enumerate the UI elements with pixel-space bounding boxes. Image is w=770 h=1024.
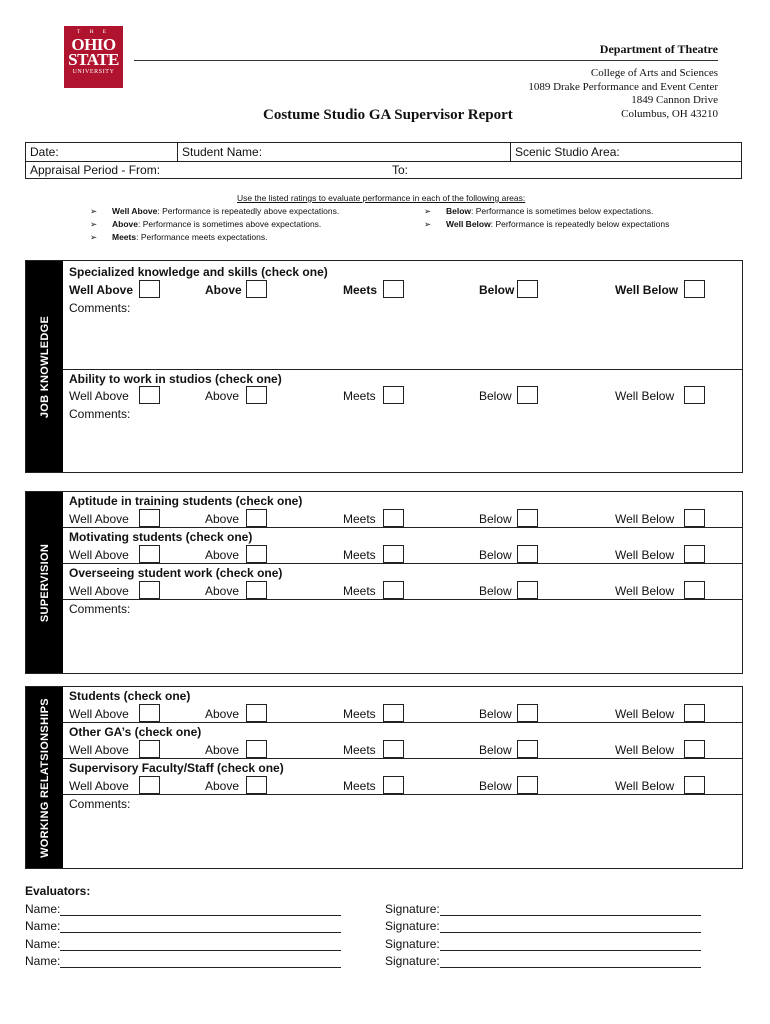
rating-checkbox[interactable]	[383, 509, 404, 527]
rating-checkbox[interactable]	[517, 704, 538, 722]
legend-item: ➢ Well Above: Performance is repeatedly above expectations.	[90, 206, 340, 216]
rating-row	[63, 387, 742, 405]
rating-label: Above	[205, 584, 240, 598]
logo-ohio: OHIO	[71, 34, 116, 54]
report-title: Costume Studio GA Supervisor Report	[263, 107, 513, 123]
evaluator-signature-line[interactable]: Signature:	[385, 937, 701, 951]
rating-label: Meets	[343, 548, 376, 562]
rating-label: Well Above	[69, 743, 129, 757]
evaluators-heading: Evaluators:	[25, 884, 91, 898]
rating-checkbox[interactable]	[517, 776, 538, 794]
question-title: Other GA’s (check one)	[69, 725, 202, 739]
evaluator-signature-line[interactable]: Signature:	[385, 902, 701, 916]
address-line: 1089 Drake Performance and Event Center	[528, 80, 718, 93]
arrow-bullet-icon: ➢	[424, 206, 432, 216]
rating-label: Below	[479, 779, 512, 793]
question-title: Students (check one)	[69, 689, 191, 703]
section-label-bar: WORKING RELATSIONSHIPS	[26, 687, 63, 868]
rating-label: Above	[205, 743, 240, 757]
ohio-state-logo	[64, 26, 123, 88]
rating-row	[63, 510, 742, 528]
department-name: Department of Theatre	[599, 42, 718, 56]
rating-checkbox[interactable]	[517, 509, 538, 527]
rating-row	[63, 546, 742, 564]
evaluator-name-line[interactable]: Name:	[25, 919, 341, 933]
rating-label: Well Above	[69, 512, 129, 526]
rating-checkbox[interactable]	[139, 581, 160, 599]
legend-item: ➢ Meets: Performance meets expectations.	[90, 232, 268, 242]
rating-checkbox[interactable]	[517, 280, 538, 298]
scenic-area-field[interactable]: Scenic Studio Area:	[515, 145, 620, 159]
address-block	[528, 67, 718, 121]
rating-checkbox[interactable]	[246, 776, 267, 794]
rating-label: Below	[479, 548, 512, 562]
logo-state: STATE	[68, 49, 119, 69]
header-divider	[134, 60, 718, 61]
legend-item: ➢ Well Below: Performance is repeatedly below expectations	[424, 219, 670, 229]
rating-checkbox[interactable]	[139, 545, 160, 563]
comments-label: Comments:	[69, 602, 131, 616]
rating-checkbox[interactable]	[517, 740, 538, 758]
rating-row	[63, 777, 742, 795]
arrow-bullet-icon: ➢	[90, 206, 98, 216]
rating-instructions: Use the listed ratings to evaluate performance in each of the following areas:	[237, 193, 526, 203]
question-title: Specialized knowledge and skills (check one)	[69, 265, 328, 279]
logo-university: UNIVERSITY	[72, 68, 115, 75]
rating-label: Below	[479, 512, 512, 526]
rating-checkbox[interactable]	[139, 509, 160, 527]
date-field[interactable]: Date:	[30, 145, 59, 159]
appraisal-to-field[interactable]: To:	[392, 163, 409, 177]
rating-checkbox[interactable]	[139, 740, 160, 758]
rating-label: Well Below	[615, 389, 675, 403]
rating-label: Below	[479, 584, 512, 598]
rating-label: Well Above	[69, 779, 129, 793]
rating-checkbox[interactable]	[246, 545, 267, 563]
rating-label: Well Below	[615, 743, 675, 757]
rating-checkbox[interactable]	[383, 776, 404, 794]
rating-checkbox[interactable]	[517, 386, 538, 404]
section-supervision	[25, 491, 743, 674]
evaluator-name-line[interactable]: Name:	[25, 954, 341, 968]
rating-row	[63, 281, 742, 299]
rating-label: Above	[205, 512, 240, 526]
question-title: Aptitude in training students (check one)	[69, 494, 303, 508]
rating-checkbox[interactable]	[383, 740, 404, 758]
rating-label: Well Below	[615, 584, 675, 598]
rating-checkbox[interactable]	[246, 740, 267, 758]
rating-checkbox[interactable]	[139, 704, 160, 722]
rating-label: Above	[205, 548, 240, 562]
rating-checkbox[interactable]	[383, 581, 404, 599]
question-title: Overseeing student work (check one)	[69, 566, 283, 580]
rating-checkbox[interactable]	[684, 740, 705, 758]
rating-checkbox[interactable]	[139, 280, 160, 298]
rating-label: Well Above	[69, 584, 129, 598]
legend-item: ➢ Below: Performance is sometimes below expectations.	[424, 206, 654, 216]
rating-checkbox[interactable]	[517, 581, 538, 599]
arrow-bullet-icon: ➢	[90, 219, 98, 229]
logo-the: T H E	[76, 29, 111, 35]
rating-checkbox[interactable]	[684, 386, 705, 404]
rating-label: Meets	[343, 389, 376, 403]
rating-label: Meets	[343, 584, 376, 598]
student-name-field[interactable]: Student Name:	[182, 145, 263, 159]
legend-item: ➢ Above: Performance is sometimes above expectations.	[90, 219, 322, 229]
rating-row	[63, 741, 742, 759]
appraisal-from-field[interactable]: Appraisal Period - From:	[30, 163, 161, 177]
rating-checkbox[interactable]	[684, 704, 705, 722]
rating-checkbox[interactable]	[246, 386, 267, 404]
evaluator-name-line[interactable]: Name:	[25, 902, 341, 916]
legend-left	[90, 205, 339, 244]
section-job-knowledge	[25, 260, 743, 473]
rating-row	[63, 705, 742, 723]
evaluator-signature-line[interactable]: Signature:	[385, 954, 701, 968]
rating-checkbox[interactable]	[246, 581, 267, 599]
comments-label: Comments:	[69, 301, 131, 315]
rating-checkbox[interactable]	[383, 545, 404, 563]
rating-checkbox[interactable]	[517, 545, 538, 563]
rating-label: Above	[205, 283, 242, 297]
comments-label: Comments:	[69, 797, 131, 811]
rating-checkbox[interactable]	[383, 280, 404, 298]
comments-label: Comments:	[69, 407, 131, 421]
rating-checkbox[interactable]	[139, 776, 160, 794]
rating-label: Well Below	[615, 779, 675, 793]
rating-checkbox[interactable]	[246, 280, 267, 298]
legend-right	[424, 205, 669, 231]
rating-label: Well Above	[69, 389, 129, 403]
rating-checkbox[interactable]	[684, 581, 705, 599]
rating-label: Well Below	[615, 707, 675, 721]
rating-label: Meets	[343, 512, 376, 526]
arrow-bullet-icon: ➢	[90, 232, 98, 242]
rating-label: Well Below	[615, 548, 675, 562]
section-label-bar: SUPERVISION	[26, 492, 63, 673]
arrow-bullet-icon: ➢	[424, 219, 432, 229]
evaluator-name-line[interactable]: Name:	[25, 937, 341, 951]
rating-label: Below	[479, 283, 515, 297]
rating-label: Above	[205, 389, 240, 403]
rating-label: Meets	[343, 743, 376, 757]
question-title: Supervisory Faculty/Staff (check one)	[69, 761, 284, 775]
rating-label: Meets	[343, 707, 376, 721]
section-working-relationships	[25, 686, 743, 869]
rating-label: Meets	[343, 779, 376, 793]
section-label-bar: JOB KNOWLEDGE	[26, 261, 63, 472]
rating-checkbox[interactable]	[684, 776, 705, 794]
rating-checkbox[interactable]	[684, 280, 705, 298]
rating-checkbox[interactable]	[383, 386, 404, 404]
rating-label: Well Above	[69, 548, 129, 562]
rating-checkbox[interactable]	[684, 509, 705, 527]
rating-label: Well Above	[69, 707, 129, 721]
rating-label: Below	[479, 707, 512, 721]
address-line: Columbus, OH 43210	[621, 107, 718, 120]
rating-checkbox[interactable]	[139, 386, 160, 404]
rating-row	[63, 582, 742, 600]
rating-label: Below	[479, 389, 512, 403]
rating-label: Above	[205, 779, 240, 793]
rating-checkbox[interactable]	[246, 704, 267, 722]
rating-label: Well Below	[615, 283, 679, 297]
question-title: Motivating students (check one)	[69, 530, 253, 544]
rating-label: Well Above	[69, 283, 134, 297]
rating-label: Above	[205, 707, 240, 721]
info-table	[25, 142, 742, 179]
rating-label: Below	[479, 743, 512, 757]
rating-label: Well Below	[615, 512, 675, 526]
address-line: College of Arts and Sciences	[590, 67, 718, 79]
evaluator-signature-line[interactable]: Signature:	[385, 919, 701, 933]
question-title: Ability to work in studios (check one)	[63, 369, 742, 387]
rating-checkbox[interactable]	[684, 545, 705, 563]
rating-label: Meets	[343, 283, 378, 297]
rating-checkbox[interactable]	[383, 704, 404, 722]
address-line: 1849 Cannon Drive	[631, 94, 718, 106]
rating-checkbox[interactable]	[246, 509, 267, 527]
